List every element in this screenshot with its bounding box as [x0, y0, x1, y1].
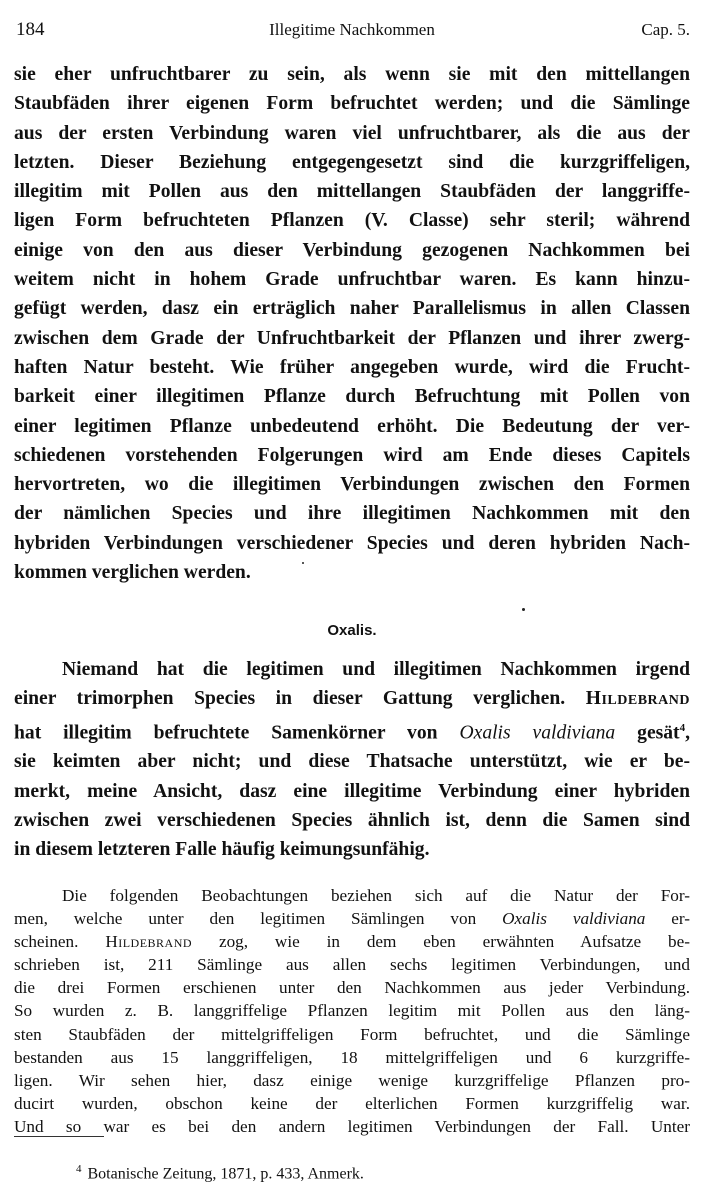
text-line: die drei Formen erschienen unter den Nachkommen aus jeder Verbindung.	[14, 978, 690, 998]
text-line: letzten. Dieser Beziehung entgegengesetzt sind die kurzgriffeligen,	[14, 151, 690, 173]
book-page	[14, 0, 690, 1200]
page-number: 184	[16, 19, 45, 40]
print-speck	[302, 562, 304, 564]
text-line: barkeit einer illegitimen Pflanze durch Befruchtung mit Pollen von	[14, 386, 690, 408]
paragraph-observations	[14, 884, 690, 1138]
text-line: sie keimten aber nicht; und diese Thatsache unterstützt, wie er be-	[14, 751, 690, 773]
text-line: bestanden aus 15 langgriffeligen, 18 mittelgriffeligen und 6 kurzgriffe-	[14, 1047, 690, 1067]
text-line: hybriden Verbindungen verschiedener Species und deren hybriden Nach-	[14, 532, 690, 554]
text-span: scheinen.	[14, 932, 79, 952]
section-heading: Oxalis.	[327, 622, 377, 639]
text-span: zog, wie in dem eben erwähnten Aufsatze be-	[218, 932, 690, 952]
text-line: sie eher unfruchtbarer zu sein, als wenn sie mit den mittellangen	[14, 64, 690, 85]
footnote-ref: 4	[679, 721, 686, 734]
text-line	[14, 930, 690, 953]
text-line: haften Natur besteht. Wie früher angegeben wurde, wird die Frucht-	[14, 356, 690, 378]
text-line: hervortreten, wo die illegitimen Verbindungen zwischen den Formen	[14, 474, 690, 496]
paragraph-continued	[14, 60, 690, 587]
text-span: hat illegitim befruchtete Samenkörner von	[14, 722, 438, 744]
text-line: zwischen zwei verschiedenen Species ähnlich ist, denn die Samen sind	[14, 810, 690, 832]
text-span: einer trimorphen Species in dieser Gattung verglichen.	[14, 688, 566, 710]
chapter-label: Cap. 5.	[641, 20, 690, 39]
text-line: gefügt werden, dasz ein erträglich naher Parallelismus in allen Classen	[14, 298, 690, 320]
text-line: ligen Form befruchteten Pflanzen (V. Classe) sehr steril; während	[14, 210, 690, 232]
paragraph-oxalis	[14, 655, 690, 865]
footnote-mark: 4	[76, 1163, 82, 1175]
text-line: schrieben ist, 211 Sämlinge aus allen sechs legitimen Verbindungen, und	[14, 955, 690, 975]
species-name: Oxalis valdiviana	[502, 909, 646, 929]
species-name: Oxalis valdiviana	[459, 722, 616, 744]
footnote-text: Botanische Zeitung, 1871, p. 433, Anmerk.	[87, 1165, 364, 1183]
text-line: sten Staubfäden der mittelgriffeligen Form befruchtet, und die Sämlinge	[14, 1024, 690, 1044]
text-span: ,	[685, 722, 690, 744]
author-name: Hildebrand	[585, 688, 690, 710]
footnote-rule	[14, 1136, 104, 1137]
text-line	[14, 907, 690, 930]
text-line: illegitim mit Pollen aus den mittellangen Staubfäden der langgriffe-	[14, 181, 690, 203]
text-line: weitem nicht in hohem Grade unfruchtbar waren. Es kann hinzu-	[14, 269, 690, 291]
text-line: einer legitimen Pflanze unbedeutend erhöht. Die Bedeutung der ver-	[14, 415, 690, 437]
text-span: gesät	[637, 722, 680, 744]
author-name: Hildebrand	[105, 932, 193, 952]
text-line: zwischen dem Grade der Unfruchtbarkeit der Pflanzen und ihrer zwerg-	[14, 327, 690, 349]
text-line: kommen verglichen werden.	[14, 562, 251, 584]
print-speck	[522, 608, 525, 611]
running-header	[14, 18, 690, 42]
text-line	[14, 714, 690, 748]
text-line: in diesem letzteren Falle häufig keimungsunfähig.	[14, 839, 430, 861]
text-span: er-	[671, 909, 690, 929]
text-line: aus der ersten Verbindung waren viel unfruchtbarer, als die aus der	[14, 122, 690, 144]
text-line: Staubfäden ihrer eigenen Form befruchtet werden; und die Sämlinge	[14, 93, 690, 115]
text-line: Niemand hat die legitimen und illegitimen Nachkommen irgend	[62, 659, 690, 680]
text-line: einige von den aus dieser Verbindung gezogenen Nachkommen bei	[14, 239, 690, 261]
running-title: Illegitime Nachkommen	[269, 20, 435, 39]
text-line	[14, 684, 690, 713]
text-span: men, welche unter den legitimen Sämlingen von	[14, 909, 477, 929]
text-line: der nämlichen Species und ihre illegitimen Nachkommen mit den	[14, 503, 690, 525]
text-line: Die folgenden Beobachtungen beziehen sich auf die Natur der For-	[62, 886, 690, 905]
text-line: schiedenen vorstehenden Folgerungen wird am Ende dieses Capitels	[14, 444, 690, 466]
text-line: ligen. Wir sehen hier, dasz einige wenige kurzgriffelige Pflanzen pro-	[14, 1070, 690, 1090]
text-line: Und so war es bei den andern legitimen Verbindungen der Fall. Unter	[14, 1116, 690, 1136]
text-line: ducirt wurden, obschon keine der elterlichen Formen kurzgriffelig war.	[14, 1093, 690, 1113]
text-line: merkt, meine Ansicht, dasz eine illegitime Verbindung einer hybriden	[14, 780, 690, 802]
footnote	[76, 1158, 364, 1185]
text-line: So wurden z. B. langgriffelige Pflanzen legitim mit Pollen aus den läng-	[14, 1001, 690, 1021]
